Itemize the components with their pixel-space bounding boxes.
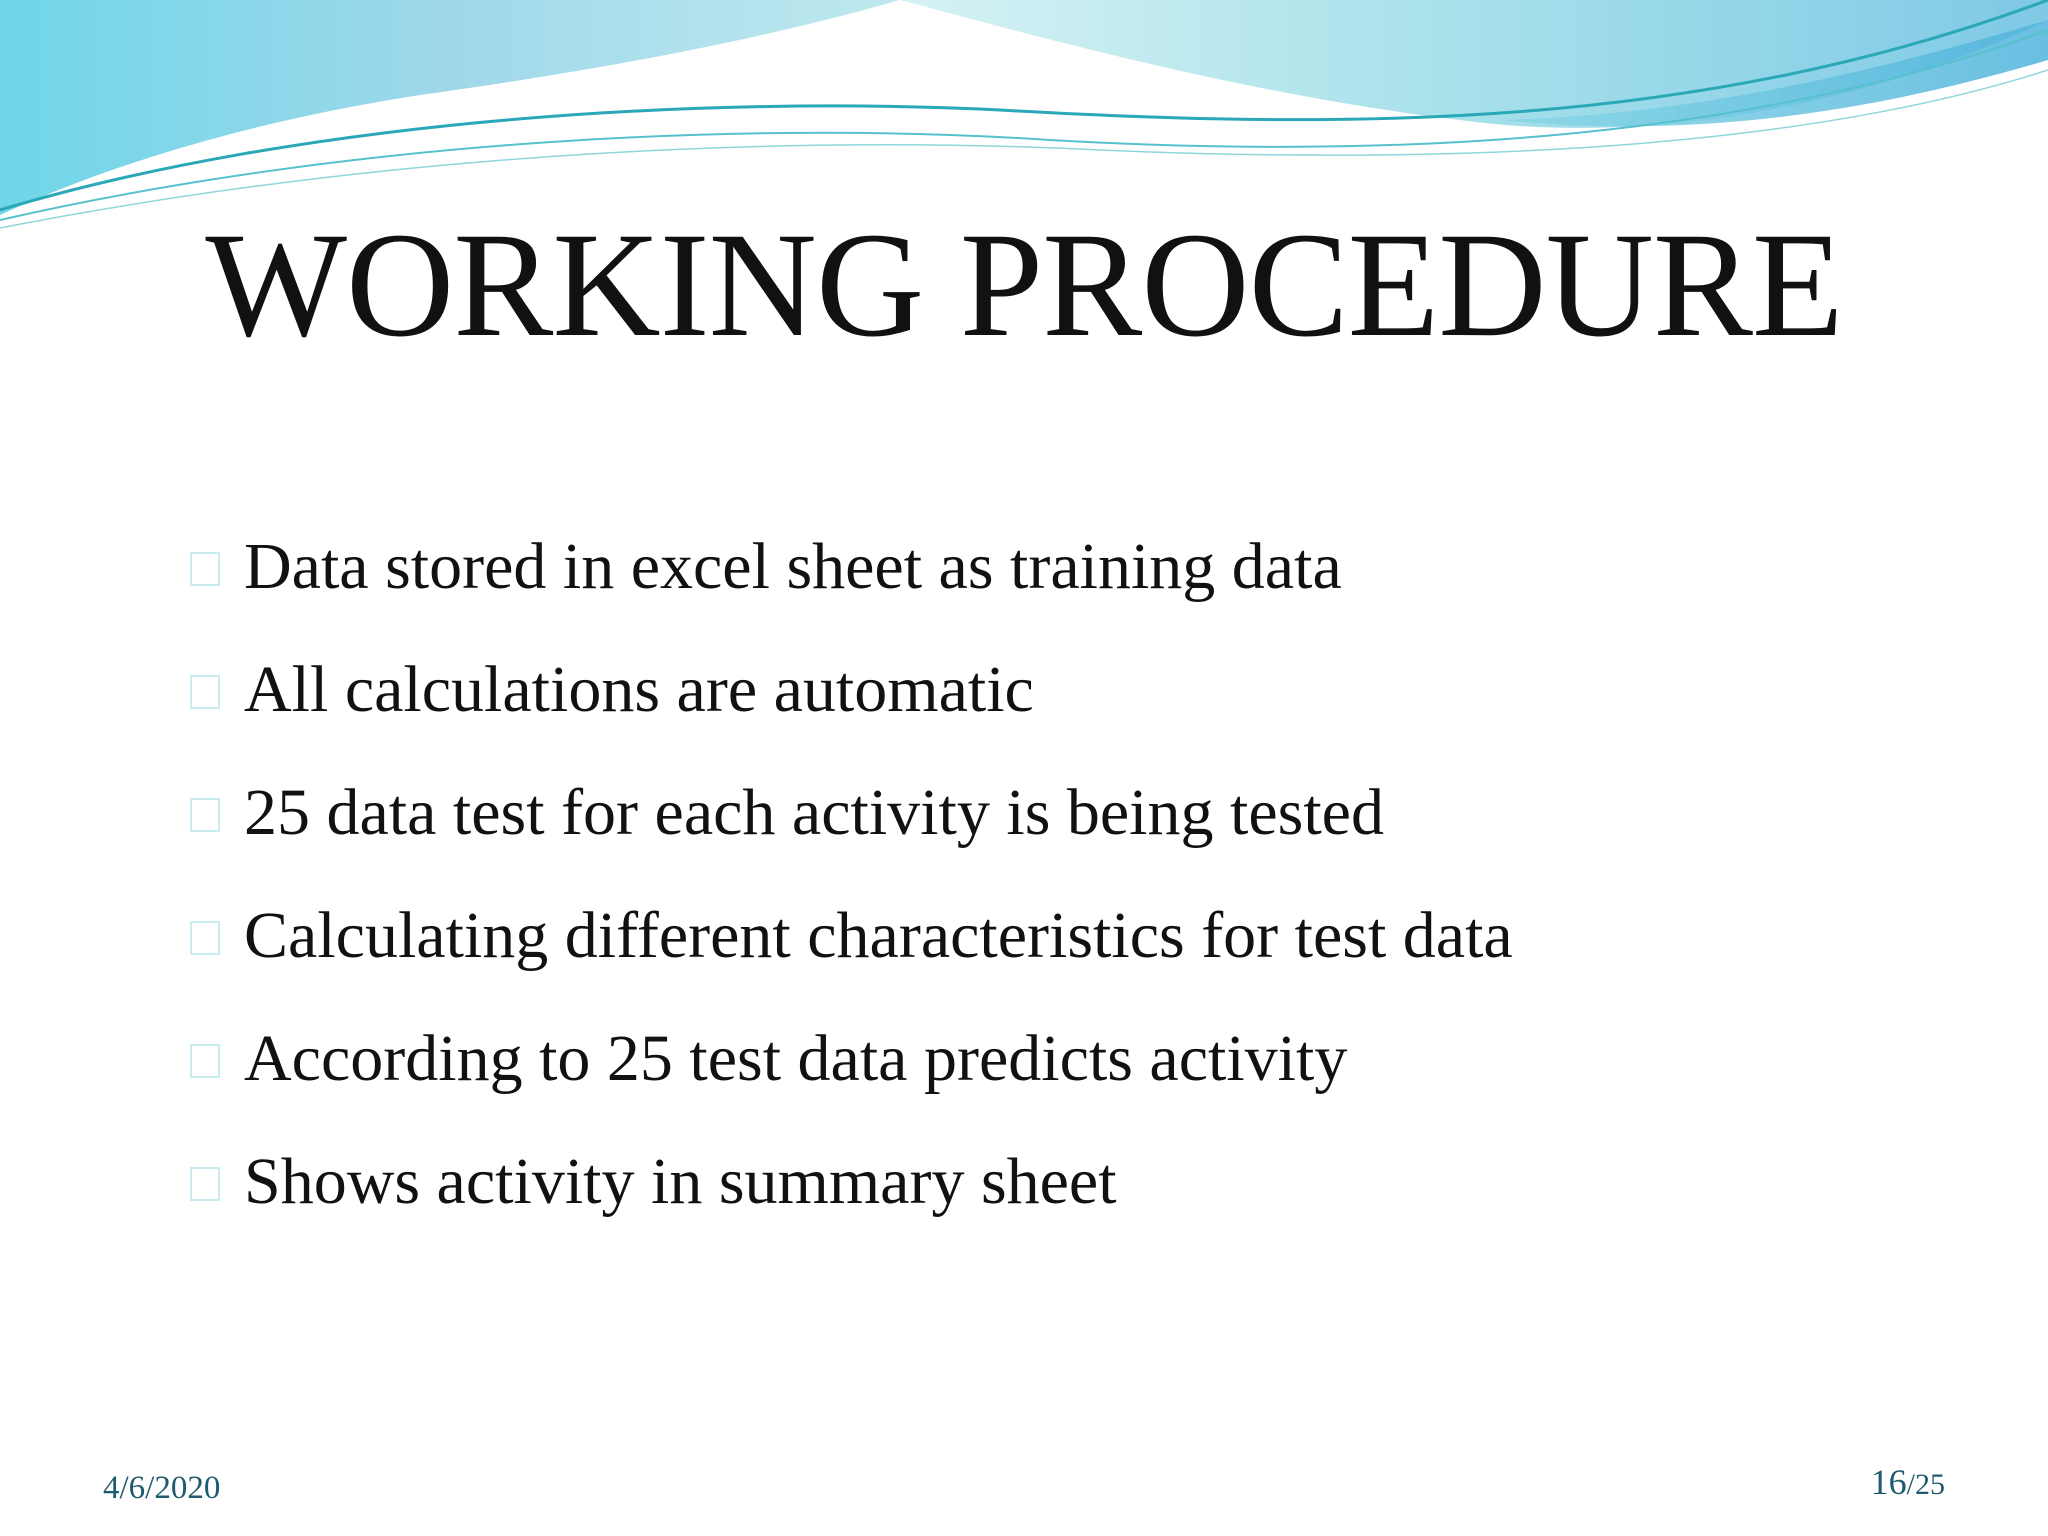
slide-title: WORKING PROCEDURE bbox=[205, 202, 1843, 368]
empty-square-icon bbox=[190, 1044, 220, 1078]
footer-date: 4/6/2020 bbox=[103, 1470, 221, 1506]
list-item bbox=[190, 997, 1513, 1120]
empty-square-icon bbox=[190, 675, 220, 709]
list-item bbox=[190, 1120, 1513, 1243]
list-item bbox=[190, 505, 1513, 628]
bullet-list bbox=[190, 505, 1513, 1243]
bullet-text: Calculating different characteristics for test data bbox=[244, 898, 1513, 972]
bullet-text: All calculations are automatic bbox=[244, 652, 1034, 726]
bullet-text: 25 data test for each activity is being tested bbox=[244, 775, 1384, 849]
page-separator: / bbox=[1906, 1468, 1915, 1501]
empty-square-icon bbox=[190, 1167, 220, 1201]
empty-square-icon bbox=[190, 798, 220, 832]
page-current: 16 bbox=[1870, 1462, 1907, 1502]
list-item bbox=[190, 628, 1513, 751]
bullet-text: According to 25 test data predicts activity bbox=[244, 1021, 1348, 1095]
list-item bbox=[190, 874, 1513, 997]
bullet-text: Data stored in excel sheet as training data bbox=[244, 529, 1342, 603]
empty-square-icon bbox=[190, 552, 220, 586]
list-item bbox=[190, 751, 1513, 874]
empty-square-icon bbox=[190, 921, 220, 955]
page-total: 25 bbox=[1915, 1468, 1945, 1501]
bullet-text: Shows activity in summary sheet bbox=[244, 1144, 1117, 1218]
page-number bbox=[1871, 1460, 1945, 1507]
